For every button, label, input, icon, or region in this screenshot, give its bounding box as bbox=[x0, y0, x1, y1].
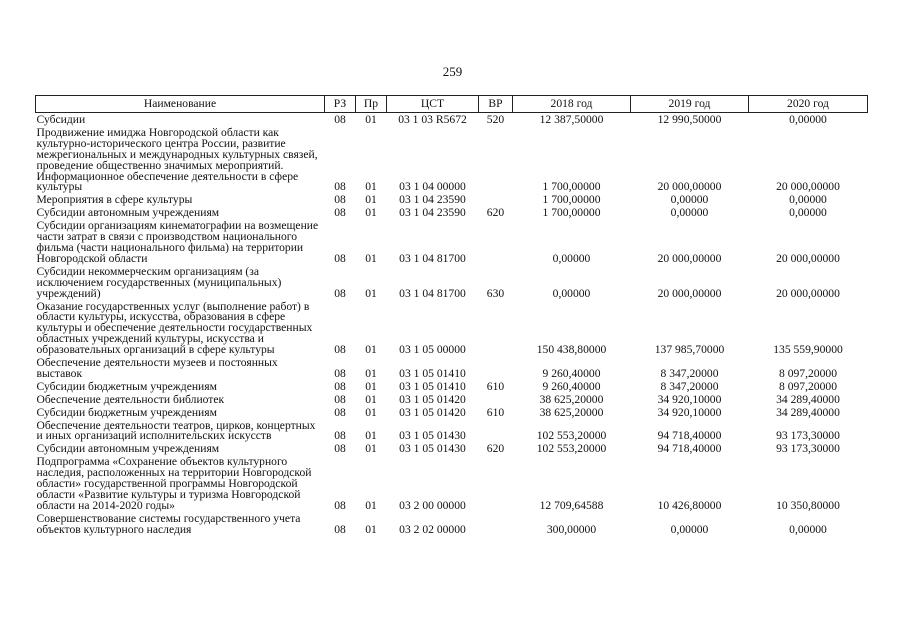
header-pr: Пр bbox=[356, 96, 387, 113]
cell-pr: 01 bbox=[365, 206, 377, 220]
cell-pr: 01 bbox=[365, 286, 377, 300]
table-row bbox=[36, 206, 868, 219]
cell-name: Подпрограмма «Сохранение объектов культурного наследия, расположенных на территории Новгородской области» государственной программы Новгородской области «Развитие культуры и туризма Новгородской области на 2014-2020 годы» bbox=[36, 455, 312, 512]
table-row bbox=[36, 419, 868, 443]
table-row bbox=[36, 113, 868, 126]
cell-cst: 03 1 04 23590 bbox=[399, 193, 466, 207]
cell-2019: 94 718,40000 bbox=[657, 442, 722, 456]
cell-rz: 08 bbox=[334, 193, 346, 207]
cell-vr: 630 bbox=[486, 286, 505, 300]
cell-pr: 01 bbox=[365, 180, 377, 194]
cell-vr: 520 bbox=[486, 113, 505, 126]
table-row bbox=[36, 380, 868, 393]
cell-2020: 34 289,40000 bbox=[776, 392, 840, 406]
cell-2020: 8 097,20000 bbox=[779, 379, 837, 393]
cell-vr bbox=[479, 512, 513, 536]
table-row bbox=[36, 126, 868, 193]
cell-vr bbox=[479, 419, 513, 443]
cell-pr: 01 bbox=[365, 193, 377, 207]
cell-cst: 03 1 05 01420 bbox=[399, 405, 466, 419]
cell-pr: 01 bbox=[365, 392, 377, 406]
cell-2020: 93 173,30000 bbox=[776, 442, 840, 456]
cell-cst: 03 1 03 R5672 bbox=[398, 113, 467, 126]
cell-2019: 10 426,80000 bbox=[657, 498, 722, 512]
cell-2018: 102 553,20000 bbox=[536, 429, 607, 443]
cell-name: Продвижение имиджа Новгородской области как культурно-исторического центра России, развитие межрегиональных и международных культурных связей, проведение общественно значимых мероприятий. Информационное обеспечение деятельности в сфере культуры bbox=[36, 125, 318, 194]
cell-name: Субсидии бюджетным учреждениям bbox=[36, 405, 217, 419]
table-row bbox=[36, 265, 868, 300]
cell-2019: 8 347,20000 bbox=[660, 366, 719, 380]
cell-2019: 34 920,10000 bbox=[657, 392, 722, 406]
cell-2018: 9 260,40000 bbox=[542, 379, 601, 393]
cell-rz: 08 bbox=[334, 429, 346, 443]
cell-rz: 08 bbox=[334, 251, 346, 265]
cell-2019: 20 000,00000 bbox=[657, 286, 722, 300]
cell-pr: 01 bbox=[365, 498, 377, 512]
cell-cst: 03 2 00 00000 bbox=[399, 498, 466, 512]
cell-pr: 01 bbox=[365, 429, 377, 443]
cell-2018: 0,00000 bbox=[552, 251, 591, 265]
header-row bbox=[36, 96, 868, 113]
cell-2018: 150 438,80000 bbox=[536, 343, 607, 357]
cell-rz: 08 bbox=[334, 498, 346, 512]
table-row bbox=[36, 393, 868, 406]
cell-name: Субсидии некоммерческим организациям (за исключением государственных (муниципальных) учреждений) bbox=[36, 264, 282, 300]
cell-vr bbox=[479, 393, 513, 406]
cell-name: Обеспечение деятельности театров, цирков, концертных и иных организаций исполнительских искусств bbox=[36, 418, 316, 443]
cell-2018: 9 260,40000 bbox=[542, 366, 601, 380]
cell-rz: 08 bbox=[334, 392, 346, 406]
cell-2018: 12 387,50000 bbox=[539, 113, 604, 126]
cell-2019: 0,00000 bbox=[670, 193, 709, 207]
cell-2018: 1 700,00000 bbox=[542, 180, 601, 194]
cell-name: Субсидии бюджетным учреждениям bbox=[36, 379, 217, 393]
cell-2018: 1 700,00000 bbox=[542, 206, 601, 220]
cell-pr: 01 bbox=[365, 113, 377, 126]
cell-pr: 01 bbox=[365, 366, 377, 380]
cell-2018: 12 709,64588 bbox=[539, 498, 604, 512]
cell-rz: 08 bbox=[334, 206, 346, 220]
cell-name: Субсидии организациям кинематографии на возмещение части затрат в связи с производством национального фильма (части национального фильма) на территории Новгородской области bbox=[36, 219, 319, 265]
table-row bbox=[36, 442, 868, 455]
cell-pr: 01 bbox=[365, 343, 377, 357]
table-header bbox=[36, 96, 868, 113]
cell-rz: 08 bbox=[334, 343, 346, 357]
cell-2019: 0,00000 bbox=[670, 522, 709, 536]
cell-rz: 08 bbox=[334, 286, 346, 300]
cell-2019: 20 000,00000 bbox=[657, 180, 722, 194]
header-2018: 2018 год bbox=[513, 96, 631, 113]
cell-2020: 0,00000 bbox=[789, 206, 827, 220]
table-row bbox=[36, 406, 868, 419]
cell-2020: 20 000,00000 bbox=[776, 180, 840, 194]
cell-cst: 03 1 04 23590 bbox=[399, 206, 466, 220]
cell-2020: 93 173,30000 bbox=[776, 429, 840, 443]
cell-name: Мероприятия в сфере культуры bbox=[36, 193, 193, 207]
cell-2020: 0,00000 bbox=[789, 193, 827, 207]
cell-cst: 03 1 05 01420 bbox=[399, 392, 466, 406]
header-2019: 2019 год bbox=[631, 96, 749, 113]
cell-pr: 01 bbox=[365, 379, 377, 393]
cell-2019: 20 000,00000 bbox=[657, 251, 722, 265]
cell-name: Обеспечение деятельности библиотек bbox=[36, 392, 225, 406]
cell-2019: 8 347,20000 bbox=[660, 379, 719, 393]
cell-vr bbox=[479, 356, 513, 380]
cell-name: Субсидии bbox=[36, 113, 86, 126]
cell-2020: 8 097,20000 bbox=[779, 366, 837, 380]
cell-vr: 620 bbox=[486, 206, 505, 220]
cell-2020: 20 000,00000 bbox=[776, 286, 840, 300]
cell-2020: 0,00000 bbox=[789, 522, 827, 536]
cell-rz: 08 bbox=[334, 113, 346, 126]
header-vr: ВР bbox=[479, 96, 513, 113]
cell-2020: 20 000,00000 bbox=[776, 251, 840, 265]
header-cst: ЦСТ bbox=[387, 96, 479, 113]
cell-rz: 08 bbox=[334, 180, 346, 194]
cell-2019: 34 920,10000 bbox=[657, 405, 722, 419]
cell-cst: 03 1 05 00000 bbox=[399, 343, 466, 357]
cell-name: Субсидии автономным учреждениям bbox=[36, 206, 220, 220]
cell-rz: 08 bbox=[334, 366, 346, 380]
table-row bbox=[36, 300, 868, 357]
cell-rz: 08 bbox=[334, 405, 346, 419]
cell-2018: 38 625,20000 bbox=[539, 392, 604, 406]
cell-2018: 1 700,00000 bbox=[542, 193, 601, 207]
cell-2018: 38 625,20000 bbox=[539, 405, 604, 419]
cell-pr: 01 bbox=[365, 405, 377, 419]
cell-cst: 03 1 04 81700 bbox=[399, 251, 466, 265]
cell-2020: 0,00000 bbox=[789, 113, 827, 126]
cell-vr bbox=[479, 193, 513, 206]
cell-2019: 12 990,50000 bbox=[657, 113, 722, 126]
cell-rz: 08 bbox=[334, 379, 346, 393]
cell-pr: 01 bbox=[365, 442, 377, 456]
cell-2018: 0,00000 bbox=[552, 286, 591, 300]
cell-cst: 03 1 05 01410 bbox=[399, 366, 466, 380]
cell-name: Оказание государственных услуг (выполнение работ) в области культуры, искусства, образования в сфере культуры и обеспечение деятельности государственных областных учреждений культуры, искусства и образовательных организаций в сфере культуры bbox=[36, 299, 313, 357]
cell-vr: 620 bbox=[486, 442, 505, 456]
budget-table bbox=[35, 95, 868, 536]
table-row bbox=[36, 455, 868, 512]
header-2020: 2020 год bbox=[749, 96, 868, 113]
cell-cst: 03 1 04 81700 bbox=[399, 286, 466, 300]
cell-2018: 102 553,20000 bbox=[536, 442, 607, 456]
cell-2019: 137 985,70000 bbox=[654, 343, 725, 357]
table-row bbox=[36, 219, 868, 265]
cell-2018: 300,00000 bbox=[546, 522, 597, 536]
table-body bbox=[36, 113, 868, 536]
cell-vr bbox=[479, 300, 513, 357]
cell-2019: 0,00000 bbox=[670, 206, 709, 220]
cell-vr bbox=[479, 219, 513, 265]
cell-name: Субсидии автономным учреждениям bbox=[36, 442, 220, 456]
cell-cst: 03 1 04 00000 bbox=[399, 180, 466, 194]
cell-vr: 610 bbox=[486, 405, 505, 419]
cell-cst: 03 2 02 00000 bbox=[399, 522, 466, 536]
cell-2020: 135 559,90000 bbox=[773, 343, 843, 357]
cell-cst: 03 1 05 01430 bbox=[399, 429, 466, 443]
cell-rz: 08 bbox=[334, 522, 346, 536]
header-rz: РЗ bbox=[325, 96, 356, 113]
cell-name: Совершенствование системы государственного учета объектов культурного наследия bbox=[36, 511, 301, 536]
cell-vr bbox=[479, 126, 513, 193]
header-name: Наименование bbox=[36, 96, 325, 113]
cell-pr: 01 bbox=[365, 251, 377, 265]
cell-name: Обеспечение деятельности музеев и постоянных выставок bbox=[36, 356, 278, 380]
page-number: 259 bbox=[442, 64, 463, 79]
cell-pr: 01 bbox=[365, 522, 377, 536]
cell-2019: 94 718,40000 bbox=[657, 429, 722, 443]
cell-cst: 03 1 05 01410 bbox=[399, 379, 466, 393]
cell-rz: 08 bbox=[334, 442, 346, 456]
table-row bbox=[36, 356, 868, 380]
cell-vr bbox=[479, 455, 513, 512]
cell-2020: 34 289,40000 bbox=[776, 405, 840, 419]
table-row bbox=[36, 512, 868, 536]
cell-vr: 610 bbox=[486, 379, 505, 393]
cell-cst: 03 1 05 01430 bbox=[399, 442, 466, 456]
table-row bbox=[36, 193, 868, 206]
cell-2020: 10 350,80000 bbox=[776, 498, 840, 512]
